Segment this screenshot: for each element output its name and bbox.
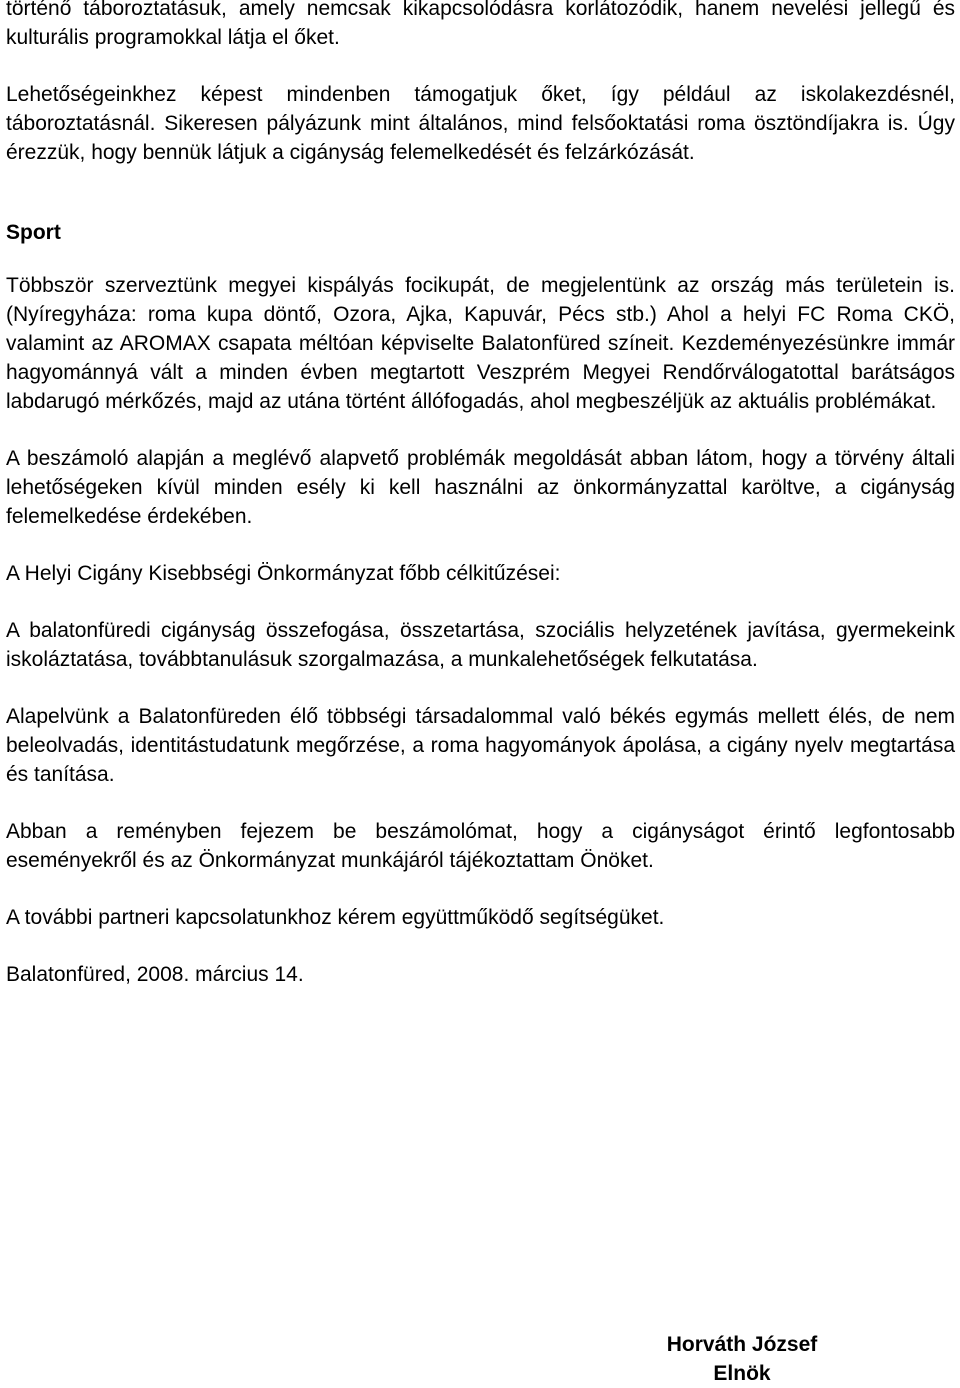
document-page — [6, 0, 955, 989]
section-heading-sport: Sport — [6, 221, 61, 244]
paragraph-camps: történő táboroztatásuk, amely nemcsak kikapcsolódásra korlátozódik, hanem nevelési jellegű és kulturális programokkal látja el őket. — [6, 0, 955, 49]
signature-title: Elnök — [713, 1362, 771, 1385]
paragraph-support: Lehetőségeinkhez képest mindenben támogatjuk őket, így például az iskolakezdésnél, táboroztatásnál. Sikeresen pályázunk mint általános, mind felsőoktatási roma ösztöndíjakra is. Úgy érezzük, hogy bennük látjuk a cigányság felemelkedését és felzárkózását. — [6, 83, 955, 164]
signature-block — [652, 1330, 832, 1388]
paragraph-sport: Többször szerveztünk megyei kispályás focikupát, de megjelentünk az ország más területein is. (Nyíregyháza: roma kupa döntő, Ozora, Ajka, Kapuvár, Pécs stb.) Ahol a helyi FC Roma CKÖ, valamint az AROMAX csapata méltóan képviselte Balatonfüred színeit. Kezdeményezésünkre immár hagyománnyá vált a minden évben megtartott Veszprém Megyei Rendőrválogatottal barátságos labdarugó mérkőzés, majd az utána történt állófogadás, ahol megbeszéljük az aktuális problémákat. — [6, 274, 955, 413]
paragraph-principle: Alapelvünk a Balatonfüreden élő többségi társadalommal való békés egymás mellett élés, de nem beleolvadás, identitástudatunk megőrzése, a roma hagyományok ápolása, a cigány nyelv megtartása és tanítása. — [6, 705, 955, 786]
place-date: Balatonfüred, 2008. március 14. — [6, 963, 304, 986]
paragraph-report: A beszámoló alapján a meglévő alapvető problémák megoldását abban látom, hogy a törvény általi lehetőségeken kívül minden esély ki kell használni az önkormányzattal karöltve, a cigányság felemelkedése érdekében. — [6, 447, 955, 528]
signature-name: Horváth József — [666, 1333, 818, 1356]
paragraph-goals-intro: A Helyi Cigány Kisebbségi Önkormányzat főbb célkitűzései: — [6, 562, 561, 585]
paragraph-goals: A balatonfüredi cigányság összefogása, összetartása, szociális helyzetének javítása, gyermekeink iskoláztatása, továbbtanulásuk szorgalmazása, a munkalehetőségek felkutatása. — [6, 619, 955, 671]
paragraph-partner: A további partneri kapcsolatunkhoz kérem együttműködő segítségüket. — [6, 906, 665, 929]
paragraph-closing: Abban a reményben fejezem be beszámolómat, hogy a cigányságot érintő legfontosabb eseményekről és az Önkormányzat munkájáról tájékoztattam Önöket. — [6, 820, 955, 872]
